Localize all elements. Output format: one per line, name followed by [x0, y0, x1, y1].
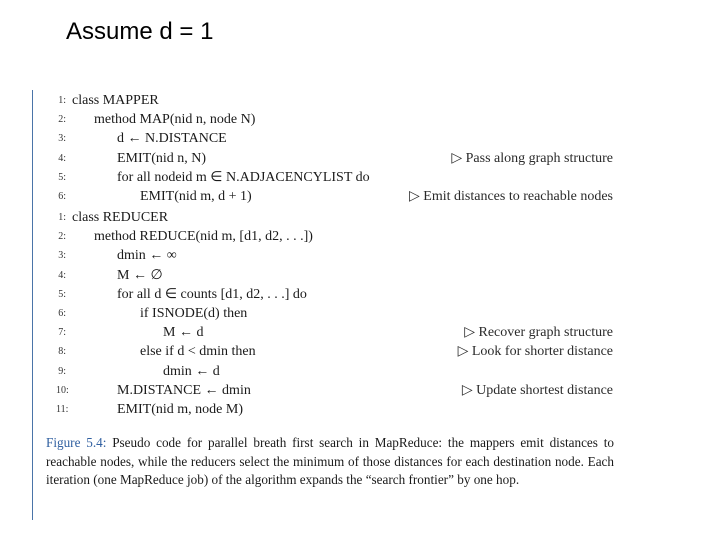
mapper-line — [0, 149, 720, 168]
code-statement: M.DISTANCE ← dmin — [117, 382, 251, 398]
figure-caption-text: Pseudo code for parallel breath first search in MapReduce: the mappers emit distances to reachable nodes, while the reducers select the minimum of those distances for each destination node. Each iteration (one MapReduce job) of the algorithm expands the “search frontier” by one hop. — [46, 435, 614, 488]
reducer-line — [0, 362, 720, 381]
code-statement: if ISNODE(d) then — [140, 306, 248, 321]
code-statement: class REDUCER — [72, 210, 169, 225]
reducer-line — [0, 400, 720, 419]
line-number: 1: — [58, 212, 66, 223]
reducer-line — [0, 266, 720, 285]
figure-label: Figure 5.4: — [46, 435, 107, 450]
code-statement: d ← N.DISTANCE — [117, 131, 227, 147]
line-number: 5: — [58, 171, 66, 183]
line-number: 6: — [58, 308, 66, 319]
code-statement: for all d ∈ counts [d1, d2, . . .] do — [117, 286, 307, 302]
line-number: 2: — [58, 231, 66, 243]
reducer-line — [0, 285, 720, 304]
code-comment: ▷ Pass along graph structure — [451, 150, 613, 166]
mapper-line — [0, 168, 720, 187]
reducer-line — [0, 381, 720, 400]
line-number: 8: — [58, 346, 66, 358]
line-number: 11: — [56, 404, 69, 415]
mapper-line — [0, 129, 720, 148]
mapper-line — [0, 91, 720, 110]
line-number: 6: — [58, 191, 66, 202]
line-number: 2: — [58, 114, 66, 126]
mapper-line — [0, 110, 720, 129]
code-statement: method REDUCE(nid m, [d1, d2, . . .]) — [94, 229, 313, 245]
reducer-line — [0, 246, 720, 265]
line-number: 5: — [58, 288, 66, 300]
code-statement: method MAP(nid n, node N) — [94, 112, 256, 128]
line-number: 7: — [58, 327, 66, 339]
line-number: 10: — [56, 384, 69, 396]
line-number: 9: — [58, 365, 66, 377]
code-statement: M ← ∅ — [117, 267, 163, 283]
line-number: 3: — [58, 133, 66, 145]
code-comment: ▷ Update shortest distance — [461, 382, 613, 398]
mapper-line — [0, 187, 720, 206]
code-statement: class MAPPER — [72, 93, 159, 108]
reducer-line — [0, 304, 720, 323]
code-comment: ▷ Look for shorter distance — [457, 344, 613, 360]
code-statement: else if d < dmin then — [140, 344, 256, 360]
reducer-line — [0, 342, 720, 361]
code-comment: ▷ Emit distances to reachable nodes — [409, 189, 613, 204]
reducer-line — [0, 323, 720, 342]
code-statement: M ← d — [163, 325, 204, 341]
code-statement: for all nodeid m ∈ N.ADJACENCYLIST do — [117, 169, 370, 185]
code-statement: dmin ← ∞ — [117, 248, 177, 264]
reducer-line — [0, 208, 720, 227]
line-number: 3: — [58, 250, 66, 262]
line-number: 4: — [58, 269, 66, 281]
line-number: 1: — [58, 95, 66, 106]
code-statement: EMIT(nid m, node M) — [117, 402, 243, 417]
figure-caption — [46, 434, 614, 490]
code-statement: EMIT(nid n, N) — [117, 150, 207, 166]
code-statement: dmin ← d — [163, 363, 220, 379]
line-number: 4: — [58, 152, 66, 164]
reducer-line — [0, 227, 720, 246]
slide-title: Assume d = 1 — [66, 18, 214, 45]
code-statement: EMIT(nid m, d + 1) — [140, 189, 252, 204]
code-comment: ▷ Recover graph structure — [464, 325, 613, 341]
